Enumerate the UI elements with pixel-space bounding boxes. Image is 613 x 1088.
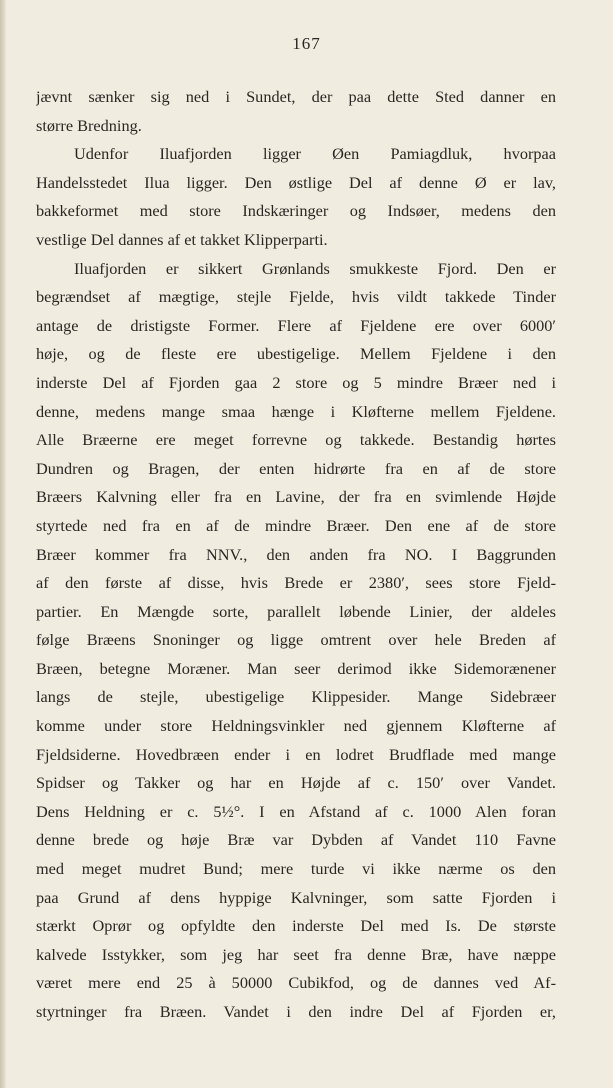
page-number: 167	[292, 34, 321, 53]
text-line: vestlige Del dannes af et takket Klipperparti.	[36, 229, 328, 249]
text-line: denne, medens mange smaa hænge i Kløfterne mellem Fjeldene.	[36, 401, 556, 421]
body-text	[36, 83, 556, 1027]
text-line: høje, og de fleste ere ubestigelige. Mellem Fjeldene i den	[36, 344, 556, 364]
text-line: denne brede og høje Bræ var Dybden af Vandet 110 Favne	[36, 830, 556, 850]
text-line: Dens Heldning er c. 5½°. I en Afstand af c. 1000 Alen foran	[36, 801, 556, 821]
text-line: Handelsstedet Ilua ligger. Den østlige Del af denne Ø er lav,	[36, 172, 556, 192]
text-line: jævnt sænker sig ned i Sundet, der paa dette Sted danner en	[36, 87, 556, 106]
text-line: komme under store Heldningsvinkler ned gjennem Kløfterne af	[36, 716, 556, 736]
text-line: Bræers Kalvning eller fra en Lavine, der fra en svimlende Højde	[36, 487, 556, 507]
text-line: følge Bræens Snoninger og ligge omtrent over hele Breden af	[36, 630, 556, 650]
text-line: større Bredning.	[36, 115, 142, 135]
text-line: stærkt Oprør og opfyldte den inderste Del med Is. De største	[36, 916, 556, 936]
text-line: begrændset af mægtige, stejle Fjelde, hvis vildt takkede Tinder	[36, 287, 556, 307]
text-line: styrtede ned fra en af de mindre Bræer. Den ene af de store	[36, 515, 556, 535]
text-line: Spidser og Takker og har en Højde af c. 150′ over Vandet.	[36, 773, 556, 793]
text-line: Iluafjorden er sikkert Grønlands smukkeste Fjord. Den er	[74, 258, 556, 278]
text-line: af den første af disse, hvis Brede er 2380′, sees store Fjeld-	[36, 573, 556, 593]
text-line: med meget mudret Bund; mere turde vi ikke nærme os den	[36, 859, 556, 879]
text-line: Alle Bræerne ere meget forrevne og takkede. Bestandig hørtes	[36, 430, 556, 450]
text-line: Fjeldsiderne. Hovedbræen ender i en lodret Brudflade med mange	[36, 744, 556, 764]
page-edge-shadow	[0, 0, 6, 1088]
text-line: paa Grund af dens hyppige Kalvninger, som satte Fjorden i	[36, 887, 556, 907]
text-line: antage de dristigste Former. Flere af Fjeldene ere over 6000′	[36, 315, 556, 335]
text-line: inderste Del af Fjorden gaa 2 store og 5 mindre Bræer ned i	[36, 372, 556, 392]
text-line: langs de stejle, ubestigelige Klippesider. Mange Sidebræer	[36, 687, 556, 707]
text-line: partier. En Mængde sorte, parallelt løbende Linier, der aldeles	[36, 601, 556, 621]
text-line: Bræer kommer fra NNV., den anden fra NO. I Baggrunden	[36, 544, 556, 564]
text-line: Udenfor Iluafjorden ligger Øen Pamiagdluk, hvorpaa	[74, 144, 556, 164]
text-line: styrtninger fra Bræen. Vandet i den indre Del af Fjorden er,	[36, 1002, 556, 1021]
text-line: Dundren og Bragen, der enten hidrørte fra en af de store	[36, 458, 556, 478]
text-line: Bræen, betegne Moræner. Man seer derimod ikke Sidemorænener	[36, 658, 556, 678]
text-line: bakkeformet med store Indskæringer og Indsøer, medens den	[36, 201, 556, 221]
text-line: kalvede Isstykker, som jeg har seet fra denne Bræ, have næppe	[36, 944, 556, 964]
text-line: været mere end 25 à 50000 Cubikfod, og de dannes ved Af-	[36, 973, 556, 993]
